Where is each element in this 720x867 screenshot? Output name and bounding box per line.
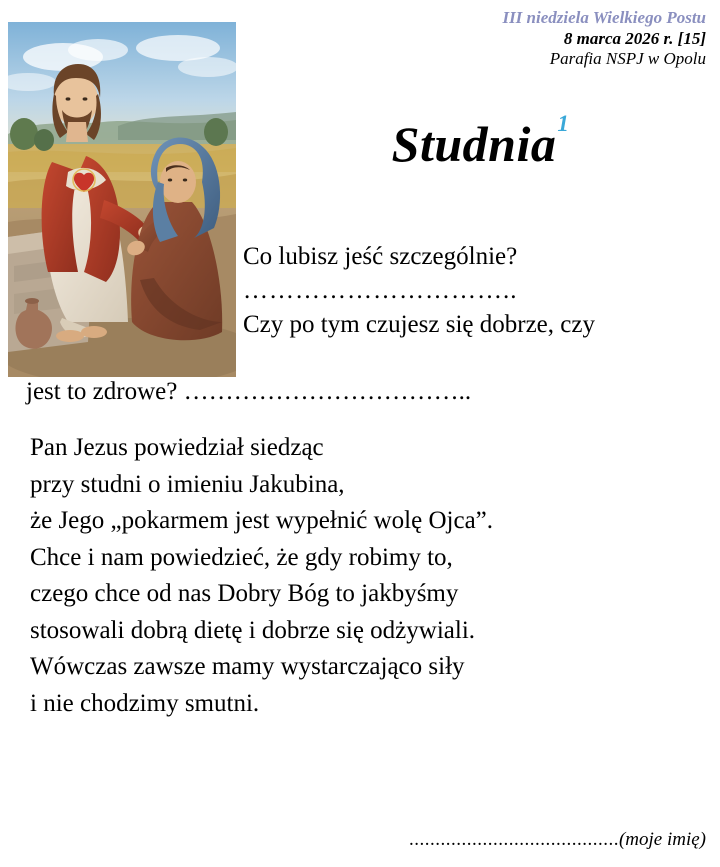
reflection-line: czego chce od nas Dobry Bóg to jakbyśmy (30, 580, 459, 607)
illustration-jesus-and-samaritan-woman (8, 22, 236, 377)
reflection-line: Pan Jezus powiedział siedząc (30, 434, 324, 461)
header-parish: Parafia NSPJ w Opolu (549, 49, 706, 69)
page-title-text: Studnia (391, 116, 557, 172)
signature-label: (moje imię) (618, 829, 706, 850)
question-2-tail (26, 375, 686, 409)
question-1: Co lubisz jeść szczególnie? (243, 243, 518, 270)
page-title-superscript: 1 (557, 111, 570, 137)
reflection-line: Wówczas zawsze mamy wystarczająco siły (30, 653, 465, 680)
document-header (502, 8, 706, 70)
header-liturgical-day: III niedziela Wielkiego Postu (502, 8, 706, 27)
signature-dots[interactable]: ........................................ (408, 829, 619, 850)
reflection-line: i nie chodzimy smutni. (30, 689, 260, 717)
header-date-issue: 8 marca 2026 r. [15] (563, 28, 706, 48)
signature-line[interactable] (409, 829, 706, 851)
question-2-answer-line[interactable]: …………………………….. (183, 378, 472, 405)
questions-block (243, 240, 709, 342)
reflection-line: przy studni o imieniu Jakubina, (30, 470, 345, 498)
title-block (250, 111, 710, 173)
page-title (391, 111, 570, 173)
question-2-tail-text: jest to zdrowe? (26, 378, 178, 405)
question-2: Czy po tym czujesz się dobrze, czy (243, 311, 595, 338)
question-1-answer-line[interactable]: ………………………….. (243, 277, 518, 304)
reflection-line: że Jego „pokarmem jest wypełnić wolę Ojca”. (30, 507, 494, 534)
reflection-text (30, 430, 700, 722)
reflection-line: stosowali dobrą dietę i dobrze się odżywiali. (30, 616, 476, 644)
reflection-line: Chce i nam powiedzieć, że gdy robimy to, (30, 543, 453, 571)
